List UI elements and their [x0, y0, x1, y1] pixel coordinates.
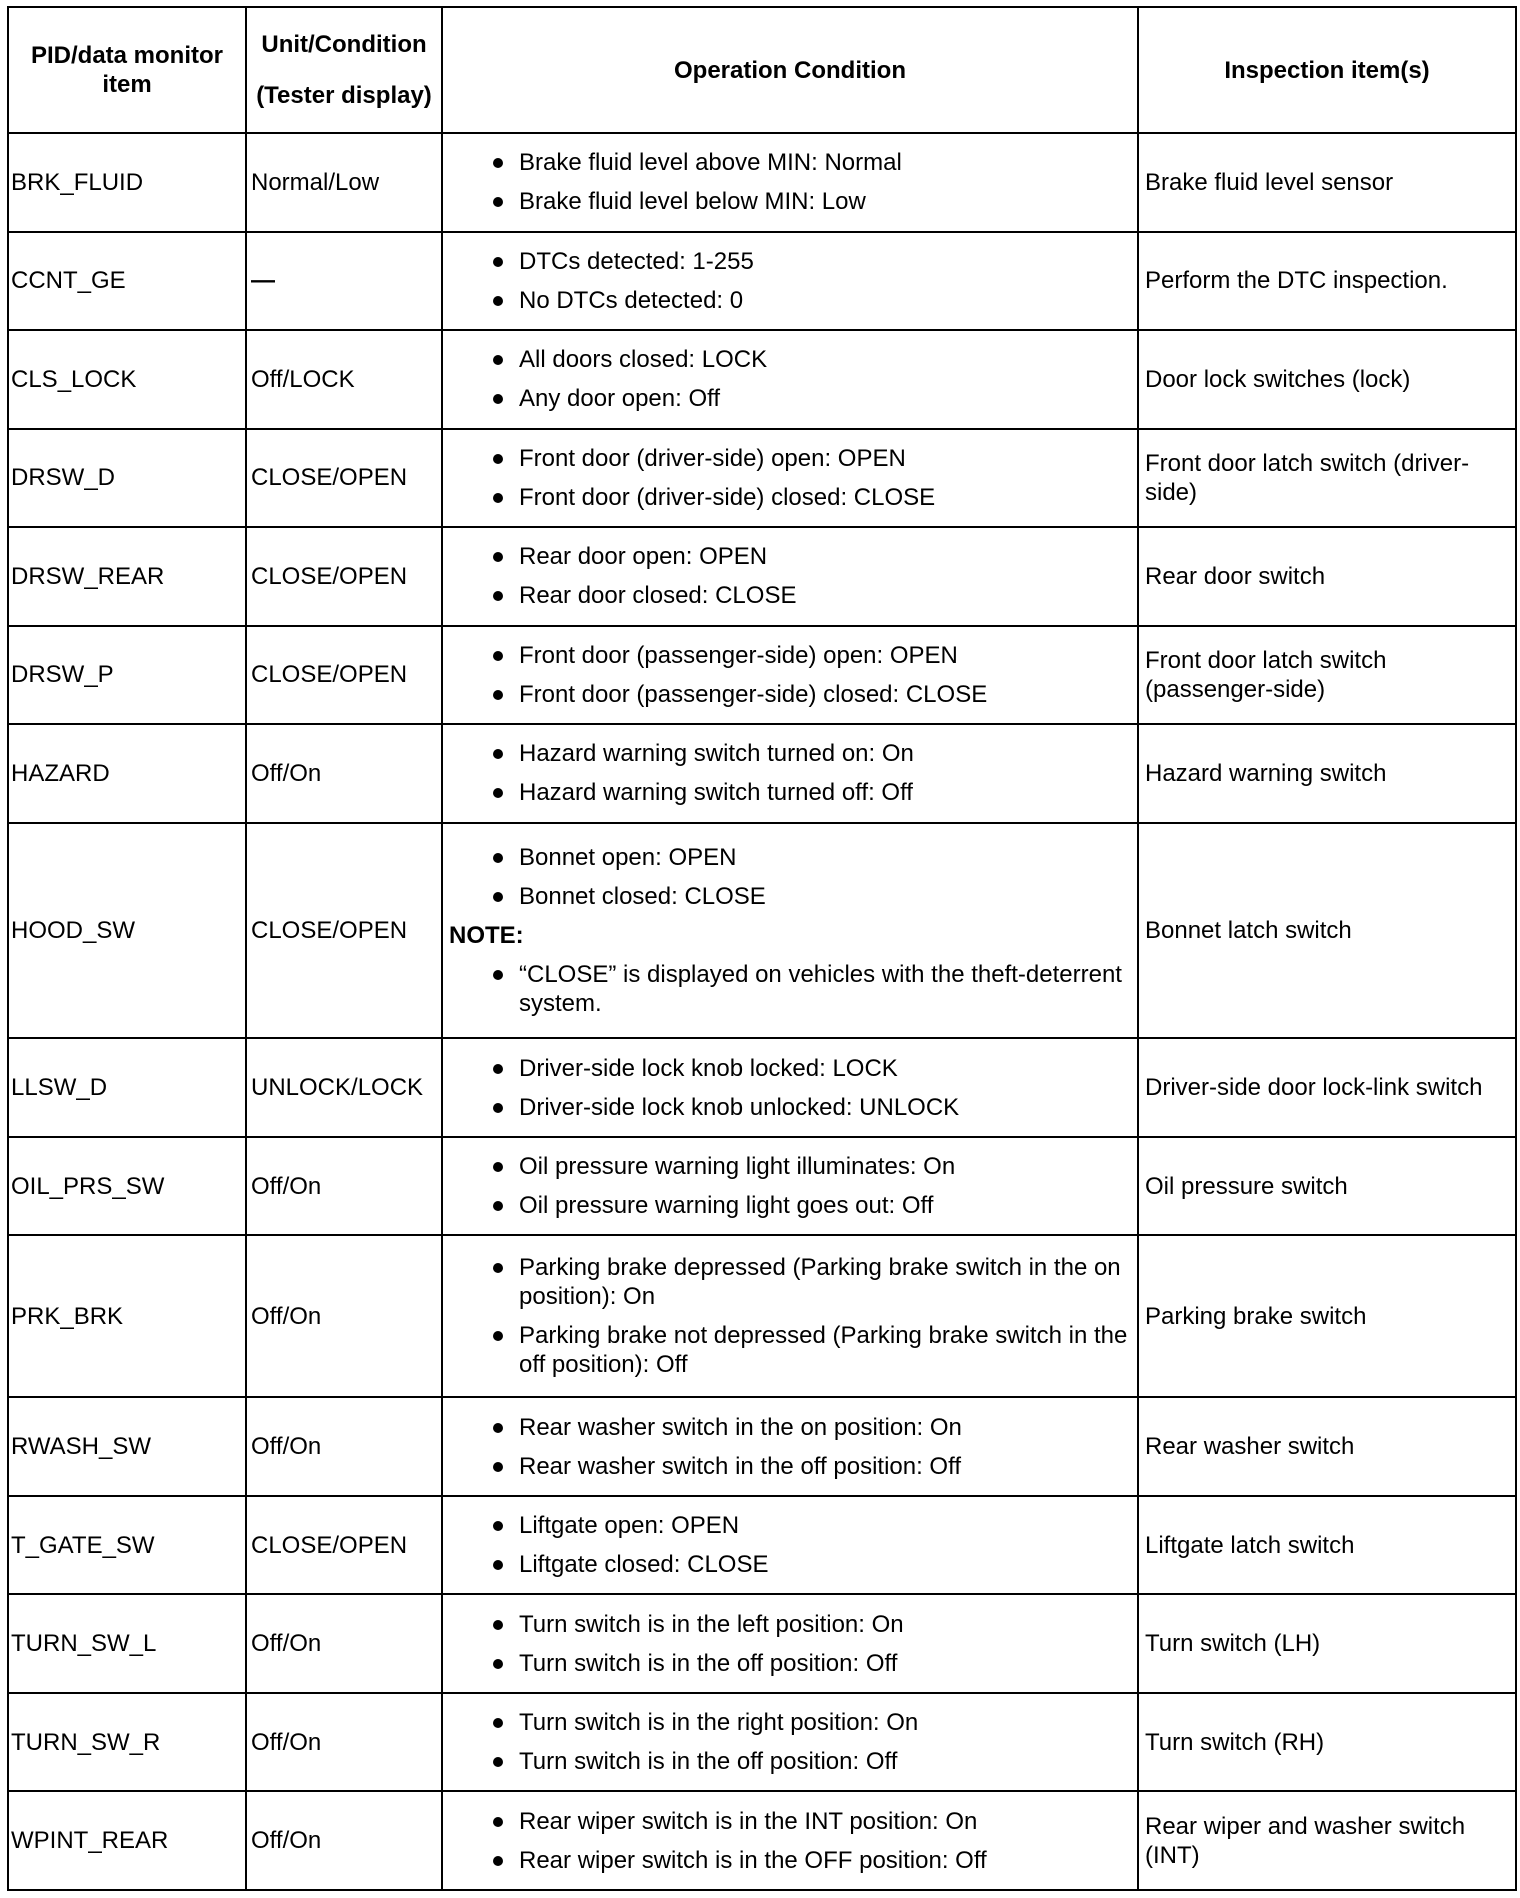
condition-list: [449, 1253, 1131, 1379]
condition-list: [449, 641, 1131, 709]
condition-item: Brake fluid level below MIN: Low: [449, 187, 1131, 216]
cell-inspection-item: Turn switch (RH): [1138, 1693, 1516, 1792]
cell-inspection-item: Brake fluid level sensor: [1138, 133, 1516, 232]
cell-unit: Normal/Low: [246, 133, 442, 232]
cell-unit: Off/LOCK: [246, 330, 442, 429]
cell-unit: CLOSE/OPEN: [246, 527, 442, 626]
condition-item: Bonnet open: OPEN: [449, 843, 1131, 872]
cell-operation-condition: [442, 1496, 1138, 1595]
header-operation: Operation Condition: [442, 7, 1138, 133]
pid-data-monitor-table: [7, 6, 1517, 1891]
condition-item: DTCs detected: 1-255: [449, 247, 1131, 276]
condition-item: No DTCs detected: 0: [449, 286, 1131, 315]
cell-inspection-item: Rear door switch: [1138, 527, 1516, 626]
cell-operation-condition: [442, 1693, 1138, 1792]
table-row: [8, 1235, 1516, 1397]
cell-operation-condition: [442, 1397, 1138, 1496]
condition-item: Bonnet closed: CLOSE: [449, 882, 1131, 911]
cell-unit: UNLOCK/LOCK: [246, 1038, 442, 1137]
cell-inspection-item: Hazard warning switch: [1138, 724, 1516, 823]
condition-item: Front door (passenger-side) open: OPEN: [449, 641, 1131, 670]
cell-operation-condition: [442, 724, 1138, 823]
cell-unit: CLOSE/OPEN: [246, 823, 442, 1039]
cell-operation-condition: [442, 429, 1138, 528]
cell-pid: BRK_FLUID: [8, 133, 246, 232]
table-row: [8, 527, 1516, 626]
condition-item: Parking brake not depressed (Parking brake switch in the off position): Off: [449, 1321, 1131, 1379]
header-unit-line2: (Tester display): [256, 82, 432, 109]
condition-list: [449, 1610, 1131, 1678]
cell-pid: DRSW_REAR: [8, 527, 246, 626]
condition-item: Driver-side lock knob unlocked: UNLOCK: [449, 1093, 1131, 1122]
condition-item: Turn switch is in the off position: Off: [449, 1649, 1131, 1678]
condition-item: Turn switch is in the off position: Off: [449, 1747, 1131, 1776]
cell-unit: CLOSE/OPEN: [246, 429, 442, 528]
cell-operation-condition: [442, 1038, 1138, 1137]
cell-unit: Off/On: [246, 724, 442, 823]
condition-item: Front door (driver-side) closed: CLOSE: [449, 483, 1131, 512]
cell-unit: Off/On: [246, 1397, 442, 1496]
cell-pid: T_GATE_SW: [8, 1496, 246, 1595]
cell-inspection-item: Driver-side door lock-link switch: [1138, 1038, 1516, 1137]
cell-pid: TURN_SW_R: [8, 1693, 246, 1792]
cell-operation-condition: [442, 823, 1138, 1039]
condition-item: Hazard warning switch turned on: On: [449, 739, 1131, 768]
cell-operation-condition: [442, 1137, 1138, 1236]
cell-operation-condition: [442, 1594, 1138, 1693]
condition-list: [449, 148, 1131, 216]
cell-pid: CCNT_GE: [8, 232, 246, 331]
cell-unit: —: [246, 232, 442, 331]
condition-item: All doors closed: LOCK: [449, 345, 1131, 374]
header-inspection: Inspection item(s): [1138, 7, 1516, 133]
cell-pid: RWASH_SW: [8, 1397, 246, 1496]
table-row: [8, 1397, 1516, 1496]
condition-item: Liftgate closed: CLOSE: [449, 1550, 1131, 1579]
condition-item: Brake fluid level above MIN: Normal: [449, 148, 1131, 177]
cell-unit: CLOSE/OPEN: [246, 626, 442, 725]
header-unit: [246, 7, 442, 133]
table-row: [8, 823, 1516, 1039]
cell-pid: LLSW_D: [8, 1038, 246, 1137]
header-unit-line1: Unit/Condition: [261, 31, 427, 58]
table-row: [8, 724, 1516, 823]
header-pid: PID/data monitor item: [8, 7, 246, 133]
cell-operation-condition: [442, 330, 1138, 429]
cell-inspection-item: Front door latch switch (driver-side): [1138, 429, 1516, 528]
condition-list: [449, 1152, 1131, 1220]
condition-item: Liftgate open: OPEN: [449, 1511, 1131, 1540]
cell-operation-condition: [442, 1235, 1138, 1397]
table-row: [8, 1594, 1516, 1693]
condition-list: [449, 542, 1131, 610]
cell-pid: HOOD_SW: [8, 823, 246, 1039]
condition-list: [449, 1413, 1131, 1481]
cell-unit: Off/On: [246, 1235, 442, 1397]
table-row: [8, 429, 1516, 528]
cell-pid: WPINT_REAR: [8, 1791, 246, 1890]
cell-inspection-item: Turn switch (LH): [1138, 1594, 1516, 1693]
cell-inspection-item: Liftgate latch switch: [1138, 1496, 1516, 1595]
condition-list: [449, 444, 1131, 512]
table-row: [8, 330, 1516, 429]
condition-list: [449, 1511, 1131, 1579]
table-row: [8, 232, 1516, 331]
cell-inspection-item: Door lock switches (lock): [1138, 330, 1516, 429]
cell-pid: DRSW_P: [8, 626, 246, 725]
note-list: [449, 960, 1131, 1018]
condition-item: Front door (passenger-side) closed: CLOSE: [449, 680, 1131, 709]
condition-item: Oil pressure warning light goes out: Off: [449, 1191, 1131, 1220]
note-item: “CLOSE” is displayed on vehicles with the theft-deterrent system.: [449, 960, 1131, 1018]
condition-list: [449, 1807, 1131, 1875]
condition-list: [449, 247, 1131, 315]
condition-item: Rear door open: OPEN: [449, 542, 1131, 571]
condition-item: Oil pressure warning light illuminates: On: [449, 1152, 1131, 1181]
cell-pid: HAZARD: [8, 724, 246, 823]
table-header-row: [8, 7, 1516, 133]
condition-item: Turn switch is in the left position: On: [449, 1610, 1131, 1639]
table-row: [8, 626, 1516, 725]
condition-item: Rear washer switch in the off position: Off: [449, 1452, 1131, 1481]
condition-list: [449, 1054, 1131, 1122]
cell-operation-condition: [442, 1791, 1138, 1890]
condition-list: [449, 739, 1131, 807]
table-row: [8, 1791, 1516, 1890]
table-body: [8, 133, 1516, 1890]
cell-inspection-item: Rear wiper and washer switch (INT): [1138, 1791, 1516, 1890]
note-label: NOTE:: [449, 921, 524, 949]
cell-operation-condition: [442, 527, 1138, 626]
condition-list: [449, 843, 1131, 911]
table-row: [8, 1038, 1516, 1137]
condition-item: Rear washer switch in the on position: On: [449, 1413, 1131, 1442]
condition-item: Hazard warning switch turned off: Off: [449, 778, 1131, 807]
condition-item: Front door (driver-side) open: OPEN: [449, 444, 1131, 473]
table-row: [8, 1137, 1516, 1236]
cell-operation-condition: [442, 626, 1138, 725]
cell-pid: TURN_SW_L: [8, 1594, 246, 1693]
condition-list: [449, 1708, 1131, 1776]
table-row: [8, 1693, 1516, 1792]
cell-unit: Off/On: [246, 1594, 442, 1693]
cell-pid: DRSW_D: [8, 429, 246, 528]
cell-unit: Off/On: [246, 1791, 442, 1890]
condition-item: Rear wiper switch is in the INT position: On: [449, 1807, 1131, 1836]
condition-list: [449, 345, 1131, 413]
cell-inspection-item: Bonnet latch switch: [1138, 823, 1516, 1039]
cell-unit: CLOSE/OPEN: [246, 1496, 442, 1595]
condition-item: Any door open: Off: [449, 384, 1131, 413]
condition-item: Driver-side lock knob locked: LOCK: [449, 1054, 1131, 1083]
cell-inspection-item: Oil pressure switch: [1138, 1137, 1516, 1236]
cell-operation-condition: [442, 232, 1138, 331]
condition-item: Parking brake depressed (Parking brake switch in the on position): On: [449, 1253, 1131, 1311]
cell-unit: Off/On: [246, 1693, 442, 1792]
cell-inspection-item: Front door latch switch (passenger-side): [1138, 626, 1516, 725]
table-row: [8, 1496, 1516, 1595]
cell-inspection-item: Rear washer switch: [1138, 1397, 1516, 1496]
condition-item: Rear wiper switch is in the OFF position: Off: [449, 1846, 1131, 1875]
cell-pid: CLS_LOCK: [8, 330, 246, 429]
cell-unit: Off/On: [246, 1137, 442, 1236]
cell-pid: OIL_PRS_SW: [8, 1137, 246, 1236]
condition-item: Turn switch is in the right position: On: [449, 1708, 1131, 1737]
table-row: [8, 133, 1516, 232]
cell-inspection-item: Perform the DTC inspection.: [1138, 232, 1516, 331]
cell-operation-condition: [442, 133, 1138, 232]
cell-pid: PRK_BRK: [8, 1235, 246, 1397]
condition-item: Rear door closed: CLOSE: [449, 581, 1131, 610]
cell-inspection-item: Parking brake switch: [1138, 1235, 1516, 1397]
